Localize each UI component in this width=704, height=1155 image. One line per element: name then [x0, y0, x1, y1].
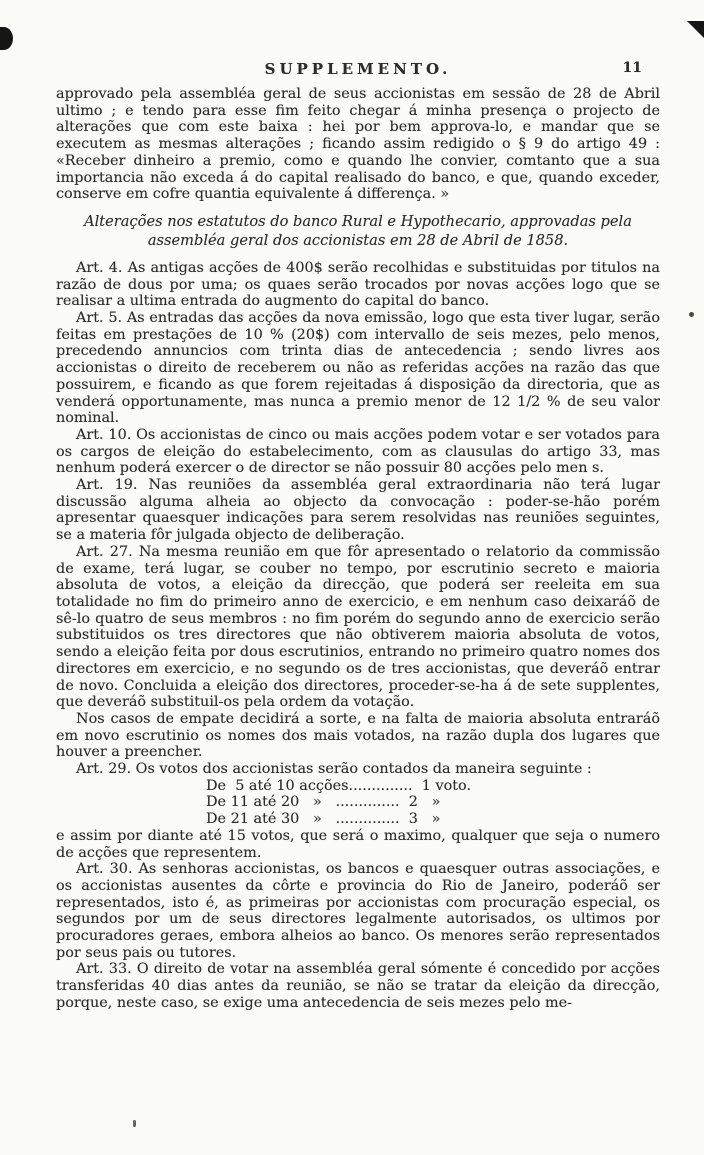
- article-4-paragraph: Art. 4. As antigas acções de 400$ serão recolhidas e substituidas por titulos na razão de dous por uma; os quaes serão trocados por novas acções logo que se realisar a ultima entrada do augmento do capital do banco.: [56, 259, 660, 310]
- article-33-paragraph: Art. 33. O direito de votar na assembléa geral sómente é concedido por acções transferidas 40 dias antes da reunião, se não se tratar da eleição da direcção, porque, neste caso, se exige uma antecedencia de seis mezes pelo me-: [56, 961, 660, 1011]
- empate-paragraph: Nos casos de empate decidirá a sorte, e na falta de maioria absoluta entraráõ em novo escrutinio os nomes dos mais votados, na razão dupla dos lugares que houver a preencher.: [56, 710, 660, 761]
- vote-table-row: De 11 até 20 » .............. 2 »: [206, 794, 441, 811]
- scan-speck-right: [689, 312, 694, 317]
- scan-artifact-top-right: [687, 21, 704, 38]
- vote-table-row: De 21 até 30 » .............. 3 »: [206, 811, 441, 828]
- scan-artifact-top-left: [0, 27, 13, 50]
- article-30-paragraph: Art. 30. As senhoras accionistas, os bancos e quaesquer outras associações, e os accionistas ausentes da côrte e provincia do Rio de Janeiro, poderáõ ser representados, isto é, as primeiras por accionistas com procuração especial, os segundos por um de seus directores legalmente autorisados, os ultimos por procuradores geraes, embora alheios ao banco. Os menores serão representados por seus pais ou tutores.: [56, 861, 660, 961]
- intro-paragraph: approvado pela assembléa geral de seus accionistas em sessão de 28 de Abril ultimo ; e tendo para esse fim feito chegar á minha presença o projecto de alterações que com este baixa : hei por bem approva-lo, e mandar que se executem as mesmas alterações ; ficando assim redigido o § 9 do artigo 49 : «Receber dinheiro a premio, como e quando lhe convier, comtanto que a sua importancia não exceda á do capital realisado do banco, e que, quando exceder, conserve em cofre quantia equivalente á differença. »: [56, 86, 660, 203]
- page-title: SUPPLEMENTO.: [264, 60, 452, 78]
- article-27-paragraph: Art. 27. Na mesma reunião em que fôr apresentado o relatorio da commissão de exame, terá lugar, se couber no tempo, por escrutinio secreto e maioria absoluta de votos, a eleição da direcção, que poderá ser reeleita em sua totalidade no fim do primeiro anno de exercicio, e em nenhum caso deixaráõ de sê-lo quatro de seus membros : no fim porém do segundo anno de exercicio serão substituidos os tres directores que não obtiverem maioria absoluta de votos, sendo a eleição feita por dous escrutinios, entrando no primeiro quatro nomes dos directores em exercicio, e no segundo os de tres accionistas, que deveráõ entrar de novo. Concluida a eleição dos directores, proceder-se-ha á de sete supplentes, que deveráõ substituil-os pela ordem da votação.: [56, 543, 660, 711]
- article-29-paragraph: Art. 29. Os votos dos accionistas serão contados da maneira seguinte :: [76, 761, 592, 778]
- section-heading-line1: Alterações nos estatutos do banco Rural e Hypothecario, approvadas pela: [84, 212, 632, 230]
- section-heading-line2: assembléa geral dos accionistas em 28 de Abril de 1858.: [147, 231, 569, 249]
- vote-table: [206, 778, 660, 828]
- scan-speck-bottom: [133, 1120, 136, 1127]
- vote-table-row: De 5 até 10 acções.............. 1 voto.: [206, 777, 472, 794]
- section-heading: [56, 212, 660, 250]
- vote-note-paragraph: e assim por diante até 15 votos, que será o maximo, qualquer que seja o numero de acções que representem.: [56, 827, 660, 861]
- article-19-paragraph: Art. 19. Nas reuniões da assembléa geral extraordinaria não terá lugar discussão alguma alheia ao objecto da convocação : poder-se-hão porém apresentar quaesquer indicações para serem resolvidas nas reuniões seguintes, se a materia fôr julgada objecto de deliberação.: [56, 477, 660, 544]
- page-header: [56, 60, 660, 80]
- document-body: [56, 86, 660, 1012]
- article-10-paragraph: Art. 10. Os accionistas de cinco ou mais acções podem votar e ser votados para os cargos de eleição do estabelecimento, com as clausulas do artigo 33, mas nenhum poderá exercer o de director se não possuir 80 acções pelo men s.: [56, 426, 660, 477]
- article-5-paragraph: Art. 5. As entradas das acções da nova emissão, logo que esta tiver lugar, serão feitas em prestações de 10 % (20$) com intervallo de seis mezes, pelo menos, precedendo annuncios com trinta dias de antecedencia ; sendo livres aos accionistas o direito de receberem ou não as referidas acções na razão das que possuirem, e ficando as que forem rejeitadas á disposição da directoria, que as venderá opportunamente, mas nunca a premio menor de 12 1/2 % de seu valor nominal.: [56, 310, 660, 427]
- page-number: 11: [622, 60, 642, 76]
